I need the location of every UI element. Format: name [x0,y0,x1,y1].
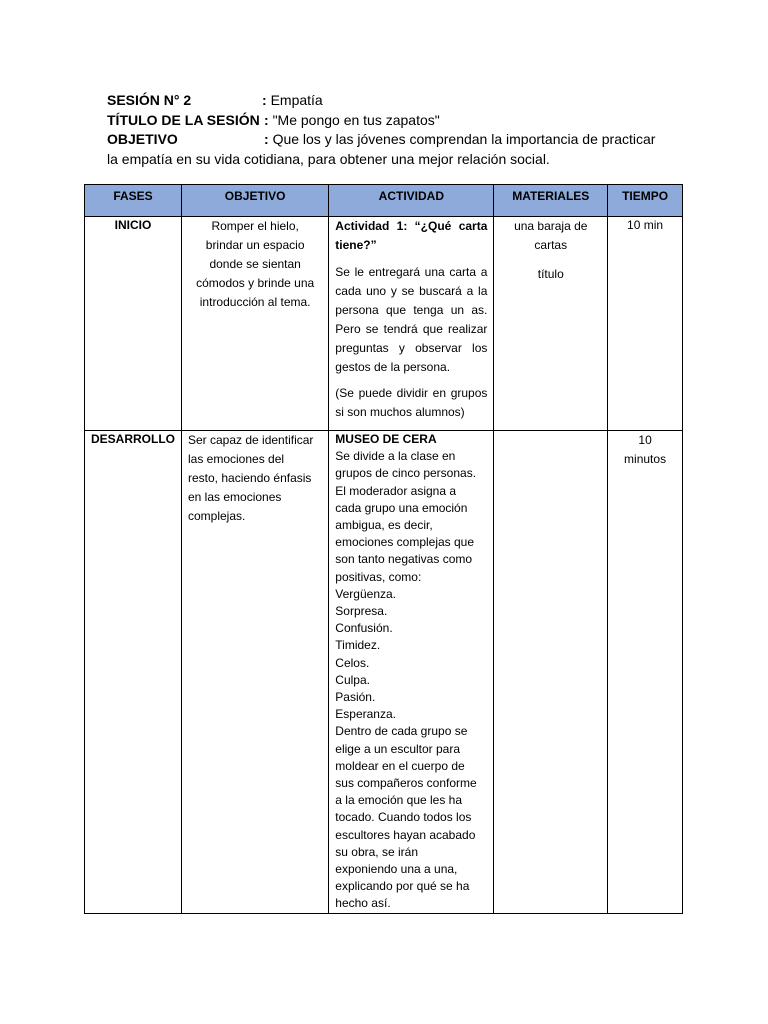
actividad-desarrollo-line: su obra, se irán [335,844,418,859]
session-number-value-wrap [262,91,323,111]
actividad-desarrollo-line: Dentro de cada grupo se [335,724,468,739]
objetivo-inicio-line: Romper el hielo, [211,219,299,233]
actividad-desarrollo-line: cada grupo una emoción [335,500,468,515]
actividad-inicio-description: Se le entregará una carta a cada uno y se buscará a la persona que tenga un as. Pero se tendrá que realizar preguntas y observar los gestos de la persona. [335,265,488,374]
actividad-desarrollo-line: El moderador asigna a [335,483,457,498]
column-header-materiales: MATERIALES [494,185,608,217]
session-title-separator: : [264,111,269,128]
materiales-inicio-line: título [537,267,564,281]
cell-tiempo-desarrollo [608,431,683,914]
actividad-desarrollo-line: sus compañeros conforme [335,776,477,791]
objetivo-desarrollo-line: complejas. [188,509,246,523]
objetivo-desarrollo-line: Ser capaz de identificar [188,433,314,447]
objetivo-inicio-line: donde se sientan [209,257,301,271]
cell-materiales-desarrollo [494,431,608,914]
table-row-desarrollo [85,431,683,914]
cell-tiempo-inicio: 10 min [608,217,683,431]
actividad-desarrollo-title: MUSEO DE CERA [335,432,437,446]
actividad-desarrollo-line: ambigua, es decir, [335,518,433,533]
objetivo-desarrollo-line: las emociones del [188,452,285,466]
objective-label: OBJETIVO [107,131,178,147]
session-plan-table [84,184,683,914]
emotion-item: Timidez. [335,638,381,653]
cell-actividad-inicio [329,217,494,431]
column-header-objetivo: OBJETIVO [182,185,329,217]
session-number-separator: : [262,92,267,108]
column-header-actividad: ACTIVIDAD [329,185,494,217]
column-header-fases: FASES [85,185,182,217]
tiempo-desarrollo-line: 10 [638,433,652,447]
objetivo-desarrollo-line: en las emociones [188,490,282,504]
objetivo-desarrollo-line: resto, haciendo énfasis [188,471,312,485]
objective-value-line2: la empatía en su vida cotidiana, para obtener una mejor relación social. [107,150,550,167]
actividad-desarrollo-line: Se divide a la clase en [335,449,456,464]
objective-value-wrap [264,130,655,150]
actividad-desarrollo-line: positivas, como: [335,569,422,584]
actividad-desarrollo-line: emociones complejas que [335,535,475,550]
session-number-label: SESIÓN N° 2 [107,92,192,108]
actividad-desarrollo-line: son tanto negativas como [335,552,473,567]
session-number-value: Empatía [270,92,323,108]
table-row-inicio [85,217,683,431]
objective-row-continued [107,150,687,170]
emotion-item: Culpa. [335,672,370,687]
table-header-row [85,185,683,217]
cell-materiales-inicio [494,217,608,431]
actividad-desarrollo-line: exponiendo una a una, [335,862,458,877]
session-number-row [107,91,687,111]
objective-separator: : [264,131,269,147]
session-title-label: TÍTULO DE LA SESIÓN [107,111,260,128]
objective-row [107,130,687,150]
emotion-item: Confusión. [335,621,393,636]
objective-value-line1: Que los y las jóvenes comprendan la importancia de practicar [272,131,656,147]
materiales-inicio-line: una baraja de [514,219,588,233]
emotion-item: Celos. [335,655,370,670]
objetivo-inicio-line: brindar un espacio [205,238,305,252]
emotion-item: Vergüenza. [335,586,396,601]
actividad-desarrollo-line: hecho así. [335,896,391,911]
actividad-inicio-title: Actividad 1: “¿Qué carta tiene?” [335,219,488,252]
emotion-item: Sorpresa. [335,604,388,619]
objetivo-inicio-line: introducción al tema. [199,295,311,309]
cell-fase-desarrollo: DESARROLLO [85,431,182,914]
materiales-inicio-line: cartas [534,238,568,252]
actividad-desarrollo-line: grupos de cinco personas. [335,466,477,481]
emotion-item: Pasión. [335,690,376,705]
session-title-value: "Me pongo en tus zapatos" [272,111,440,128]
tiempo-desarrollo-line: minutos [624,452,667,466]
emotion-item: Esperanza. [335,707,396,722]
session-title-value-wrap [264,111,440,131]
objetivo-inicio-line: cómodos y brinde una [196,276,315,290]
cell-actividad-desarrollo [329,431,494,914]
column-header-tiempo: TIEMPO [608,185,683,217]
cell-objetivo-desarrollo [182,431,329,914]
actividad-desarrollo-line: escultores hayan acabado [335,827,476,842]
actividad-desarrollo-line: explicando por qué se ha [335,879,470,894]
session-header [107,91,687,169]
actividad-inicio-note: (Se puede dividir en grupos si son muchos alumnos) [335,386,488,419]
session-title-row [107,111,687,131]
actividad-desarrollo-line: a la emoción que les ha [335,793,463,808]
actividad-desarrollo-line: elige a un escultor para [335,741,461,756]
actividad-desarrollo-line: moldear en el cuerpo de [335,758,465,773]
actividad-desarrollo-line: tocado. Cuando todos los [335,810,472,825]
cell-fase-inicio: INICIO [85,217,182,431]
cell-objetivo-inicio [182,217,329,431]
